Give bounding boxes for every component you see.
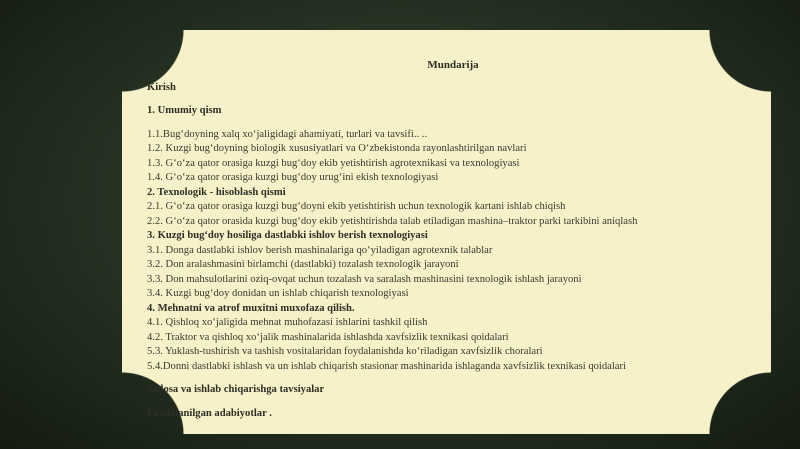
toc-section-2: 2. Texnologik - hisoblash qismi (147, 186, 286, 198)
toc-section-4: 4. Mehnatni va atrof muxitni muxofaza qilish. (147, 302, 355, 314)
toc-item: 3.3. Don mahsulotlarini oziq-ovqat uchun tozalash va saralash mashinasini texnologik ishlash jarayoni (147, 273, 582, 285)
toc-conclusion: Xulosa va ishlab chiqarishga tavsiyalar (147, 384, 325, 395)
toc-section-3: 3. Kuzgi bug‘doy hosiliga dastlabki ishlov berish texnologiyasi (147, 230, 428, 241)
toc-section-1: 1. Umumiy qism (147, 105, 222, 116)
toc-item: 1.3. G‘o‘za qator orasiga kuzgi bug‘doy ekib yetishtirish agrotexnikasi va texnologiyasi (147, 157, 520, 169)
toc-item: 1.2. Kuzgi bug‘doyning biologik xususiyatlari va O‘zbekistonda rayonlashtirilgan navlari (147, 143, 527, 154)
toc-references: Foydalanilgan adabiyotlar . (147, 407, 272, 419)
toc-item: 1.1.Bug‘doyning xalq xo‘jaligidagi ahamiyati, turlari va tavsifi.. .. (147, 128, 428, 140)
toc-intro: Kirish (147, 81, 176, 93)
toc-item: 3.4. Kuzgi bug‘doy donidan un ishlab chiqarish texnologiyasi (147, 288, 409, 299)
toc-item: 3.1. Donga dastlabki ishlov berish mashinalariga qo‘yiladigan agrotexnik talablar (147, 244, 493, 256)
toc-item: 4.1. Qishloq xo‘jaligida mehnat muhofazasi ishlarini tashkil qilish (147, 317, 428, 328)
toc-item: 1.4. G‘o‘za qator orasiga kuzgi bug‘doy urug‘ini ekish texnologiyasi (147, 172, 439, 183)
table-of-contents (147, 58, 747, 421)
page-title: Mundarija (427, 59, 479, 71)
toc-item: 2.1. G‘o‘za qator orasiga kuzgi bug‘doyni ekib yetishtirish uchun texnologik kartani ishlab chiqish (147, 201, 566, 212)
toc-item: 4.2. Traktor va qishloq xo‘jalik mashinalarida ishlashda xavfsizlik texnikasi qoidalari (147, 331, 509, 343)
toc-item: 5.4.Donni dastlabki ishlash va un ishlab chiqarish stasionar mashinarida ishlaganda xavfsizlik texnikasi qoidalari (147, 360, 626, 372)
toc-item: 3.2. Don aralashmasini birlamchi (dastlabki) tozalash texnologik jarayoni (147, 259, 459, 270)
toc-item: 5.3. Yuklash-tushirish va tashish vositalaridan foydalanishda ko‘riladigan xavfsizlik choralari (147, 346, 543, 357)
toc-item: 2.2. G‘o‘za qator orasida kuzgi bug‘doy ekib yetishtirishda talab etiladigan mashina–traktor parki tarkibini aniqlash (147, 215, 638, 227)
